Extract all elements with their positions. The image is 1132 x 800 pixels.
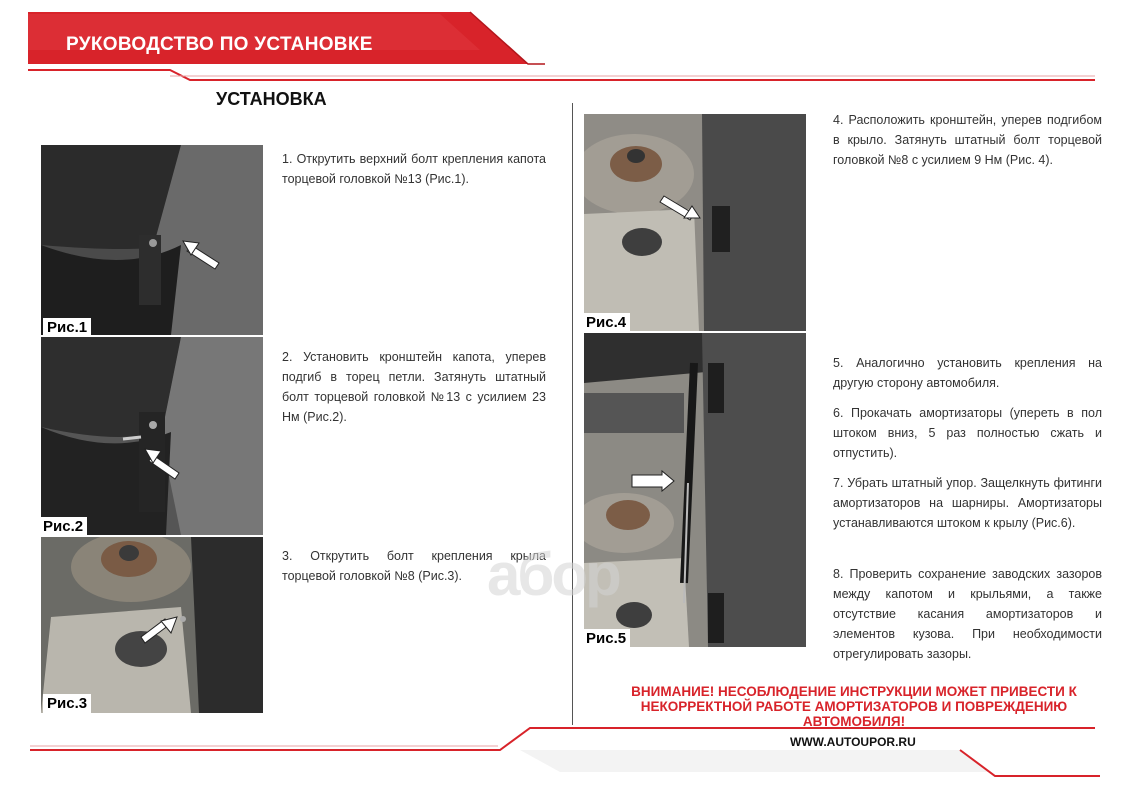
step-7-text: 7. Убрать штатный упор. Защелкнуть фитинги амортизаторов на шарниры. Амортизаторы устанавливаются штоком к крылу (Рис.6). [833,476,1102,530]
footer-banner [0,720,1132,800]
footer-site-link[interactable]: WWW.AUTOUPOR.RU [790,735,916,749]
figure-1-photo [41,145,263,335]
figure-2-caption: Рис.2 [39,517,87,536]
figure-2-photo [41,337,263,535]
step-5-text: 5. Аналогично установить крепления на другую сторону автомобиля. [833,356,1102,390]
step-1-text: 1. Открутить верхний болт крепления капота торцевой головкой №13 (Рис.1). [282,152,546,186]
step-4-text: 4. Расположить кронштейн, уперев подгибом в крыло. Затянуть штатный болт торцевой головкой №8 с усилием 9 Нм (Рис. 4). [833,113,1102,167]
section-title: УСТАНОВКА [216,89,327,109]
figure-5-caption: Рис.5 [582,629,630,648]
figure-3-caption: Рис.3 [43,694,91,713]
header-title: РУКОВОДСТВО ПО УСТАНОВКЕ [66,34,373,55]
watermark: aбop [487,541,619,608]
step-3-text: 3. Открутить болт крепления крыла торцевой головкой №8 (Рис.3). [282,549,546,583]
step-6-text: 6. Прокачать амортизаторы (упереть в пол штоком вниз, 5 раз полностью сжать и отпустить). [833,406,1102,460]
column-divider [572,103,573,725]
figure-3-photo [41,537,263,713]
figure-4-caption: Рис.4 [582,313,630,332]
step-8-text: 8. Проверить сохранение заводских зазоров между капотом и крыльями, а также отсутствие касания амортизаторов и элементов кузова. При необходимости отрегулировать зазоры. [833,567,1102,661]
step-2-text: 2. Установить кронштейн капота, уперев подгиб в торец петли. Затянуть штатный болт торцевой головкой №13 с усилием 23 Нм (Рис.2). [282,350,546,424]
figure-4-photo [584,114,806,331]
figure-1-caption: Рис.1 [43,318,91,337]
warning-notice: ВНИМАНИЕ! НЕСОБЛЮДЕНИЕ ИНСТРУКЦИИ МОЖЕТ ПРИВЕСТИ К НЕКОРРЕКТНОЙ РАБОТЕ АМОРТИЗАТОРОВ И ПОВРЕЖДЕНИЮ АВТОМОБИЛЯ! [631,684,1077,729]
